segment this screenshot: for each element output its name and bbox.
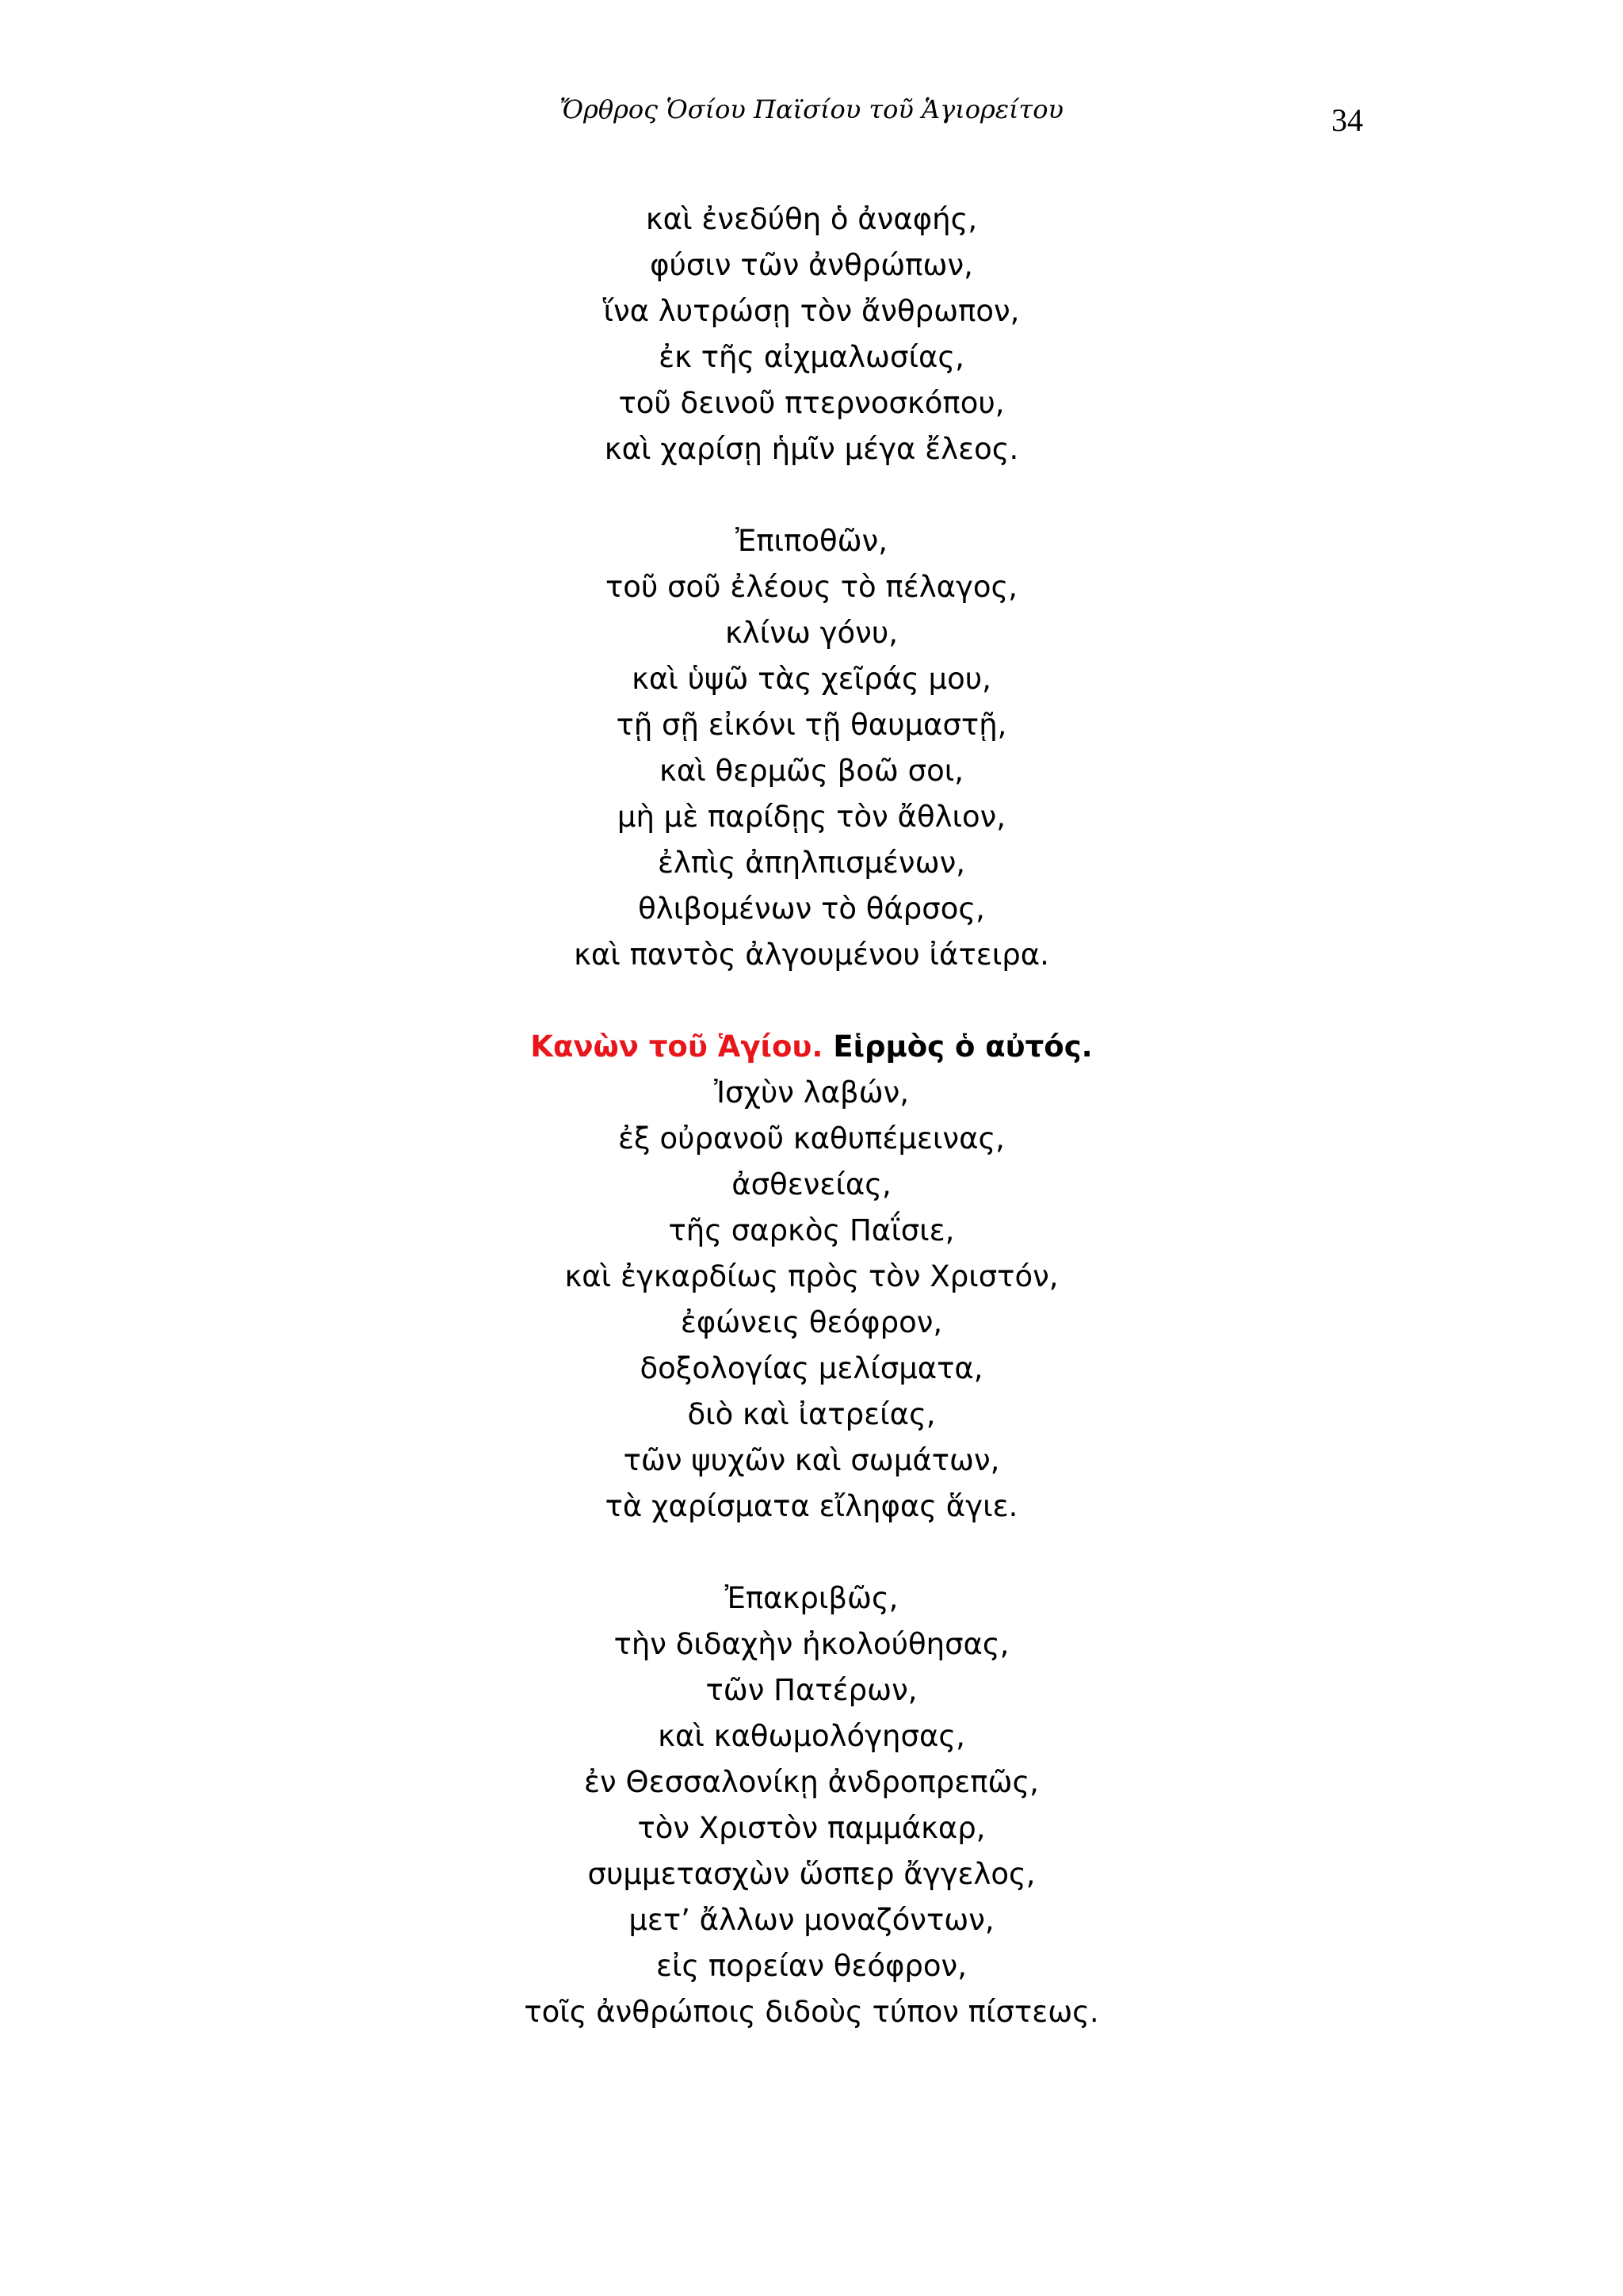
canon-rubric: Κανὼν τοῦ Ἁγίου. <box>530 1030 823 1064</box>
verse-line: καὶ καθωμολόγησας, <box>658 1719 965 1753</box>
verse-line: τῶν Πατέρων, <box>705 1673 918 1707</box>
verse-line: ἵνα λυτρώσῃ τὸν ἄνθρωπον, <box>603 294 1020 328</box>
verse-line: τῇ σῇ εἰκόνι τῇ θαυμαστῇ, <box>616 708 1007 742</box>
verse-line: φύσιν τῶν ἀνθρώπων, <box>650 248 973 282</box>
verse-line: καὶ θερμῶς βοῶ σοι, <box>659 754 964 788</box>
verse-line: τῆς σαρκὸς Παΐσιε, <box>668 1213 955 1247</box>
verse-line: καὶ χαρίσῃ ἡμῖν μέγα ἔλεος. <box>604 432 1019 466</box>
page-body <box>0 197 1623 2081</box>
stanza-1 <box>0 197 1623 472</box>
section-heading <box>0 1024 1623 1070</box>
verse-line: ἐν Θεσσαλονίκῃ ἀνδροπρεπῶς, <box>584 1765 1039 1799</box>
verse-line: ἐλπὶς ἀπηλπισμένων, <box>657 846 966 880</box>
stanza-4 <box>0 1576 1623 2035</box>
verse-line: τῶν ψυχῶν καὶ σωμάτων, <box>623 1443 1000 1477</box>
page-header <box>0 86 1623 138</box>
running-title: Ὄρθρος Ὁσίου Παϊσίου τοῦ Ἁγιορείτου <box>559 94 1064 124</box>
verse-line: καὶ ὑψῶ τὰς χεῖράς μου, <box>632 662 991 696</box>
verse-line: Ἐπακριβῶς, <box>724 1581 899 1615</box>
stanza-3 <box>0 1024 1623 1530</box>
verse-line: κλίνω γόνυ, <box>724 616 898 650</box>
verse-line: ἐφώνεις θεόφρον, <box>680 1305 943 1339</box>
verse-line: τὸν Χριστὸν παμμάκαρ, <box>637 1811 986 1845</box>
heirmos-note: Εἱρμὸς ὁ αὐτός. <box>833 1030 1093 1064</box>
verse-line: τοῖς ἀνθρώποις διδοὺς τύπον πίστεως. <box>524 1995 1099 2029</box>
verse-line: καὶ παντὸς ἀλγουμένου ἰάτειρα. <box>574 938 1049 972</box>
verse-line: δοξολογίας μελίσματα, <box>640 1351 983 1385</box>
verse-line: τοῦ δεινοῦ πτερνοσκόπου, <box>618 386 1005 420</box>
verse-line: ἐξ οὐρανοῦ καθυπέμεινας, <box>618 1121 1005 1156</box>
verse-line: ἀσθενείας, <box>731 1167 892 1201</box>
verse-line: διὸ καὶ ἰατρείας, <box>687 1397 936 1431</box>
verse-line: τὰ χαρίσματα εἴληφας ἅγιε. <box>605 1489 1018 1523</box>
verse-line: τὴν διδαχὴν ἠκολούθησας, <box>613 1627 1010 1661</box>
verse-line: συμμετασχὼν ὥσπερ ἄγγελος, <box>587 1857 1036 1891</box>
verse-line: καὶ ἐνεδύθη ὁ ἀναφής, <box>645 202 978 236</box>
verse-line: ἐκ τῆς αἰχμαλωσίας, <box>659 340 964 374</box>
page-number: 34 <box>1331 102 1363 138</box>
verse-line: μετ’ ἄλλων μοναζόντων, <box>628 1903 995 1937</box>
verse-line: θλιβομένων τὸ θάρσος, <box>638 892 985 926</box>
verse-line: καὶ ἐγκαρδίως πρὸς τὸν Χριστόν, <box>564 1259 1059 1293</box>
verse-line: Ἐπιποθῶν, <box>735 524 888 558</box>
verse-line: εἰς πορείαν θεόφρον, <box>656 1949 967 1983</box>
verse-line: Ἰσχὺν λαβών, <box>713 1075 910 1110</box>
verse-line: τοῦ σοῦ ἐλέους τὸ πέλαγος, <box>605 570 1018 604</box>
stanza-2 <box>0 518 1623 978</box>
verse-line: μὴ μὲ παρίδῃς τὸν ἄθλιον, <box>617 800 1006 834</box>
